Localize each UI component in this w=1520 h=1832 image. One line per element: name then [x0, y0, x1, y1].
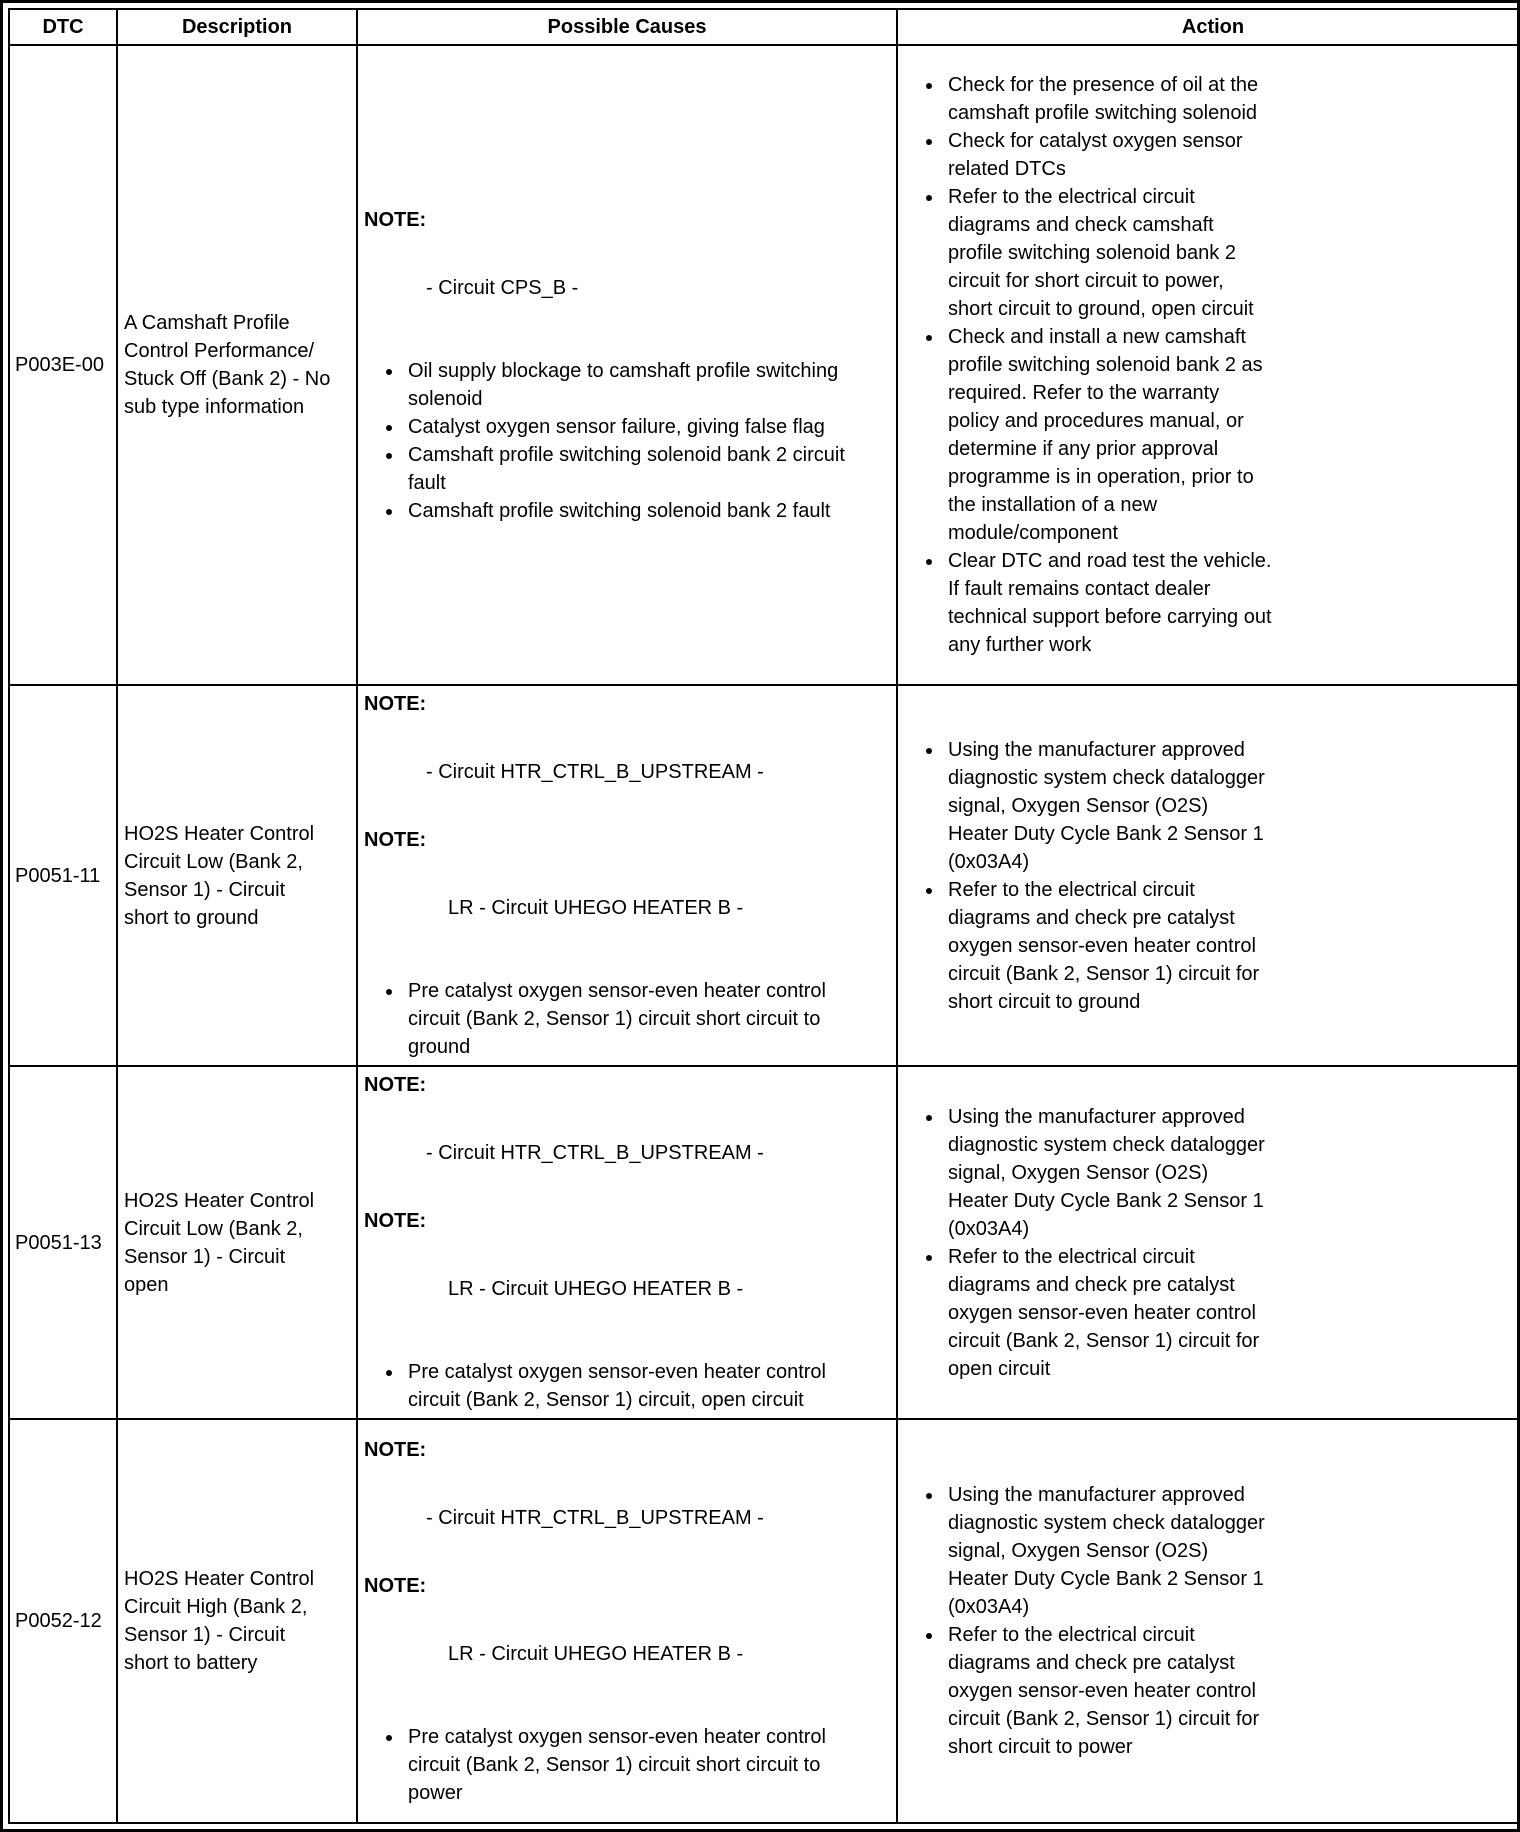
possible-causes-cell: [357, 1066, 897, 1419]
header-description: Description: [117, 9, 357, 45]
header-row: [9, 9, 1520, 45]
table-row-p003e-00: [9, 45, 1520, 685]
table-row-p0051-11: [9, 685, 1520, 1066]
action-cell: [897, 1419, 1520, 1823]
dtc-code: P003E-00: [9, 45, 117, 685]
note-circuit-detail: - Circuit HTR_CTRL_B_UPSTREAM -: [426, 1506, 764, 1529]
note-circuit-detail: LR - Circuit UHEGO HEATER B -: [448, 897, 744, 919]
causes-list: [364, 1358, 870, 1414]
table-row-p0052-12: [9, 1419, 1520, 1823]
action-list: [904, 736, 1273, 1016]
dtc-code: P0052-12: [9, 1419, 117, 1823]
note-label: NOTE:: [364, 829, 427, 851]
dtc-description: A Camshaft Profile Control Performance/ Stuck Off (Bank 2) - No sub type information: [117, 45, 357, 685]
possible-causes-cell: [357, 1419, 897, 1823]
cause-item: • Oil supply blockage to camshaft profile switching solenoid: [404, 357, 870, 413]
header-action: Action: [897, 9, 1520, 45]
note-circuit-detail: - Circuit HTR_CTRL_B_UPSTREAM -: [426, 1142, 764, 1164]
note-circuit-detail: - Circuit CPS_B -: [426, 276, 579, 299]
action-item: • Refer to the electrical circuit diagrams and check pre catalyst oxygen sensor-even heater control circuit (Bank 2, Sensor 1) circuit for open circuit: [944, 1243, 1273, 1383]
causes-list: [364, 977, 870, 1061]
action-cell: [897, 45, 1520, 685]
note-label: NOTE:: [364, 208, 427, 231]
dtc-description: HO2S Heater Control Circuit Low (Bank 2, Sensor 1) - Circuit open: [117, 1066, 357, 1419]
note-label: NOTE:: [364, 1438, 427, 1461]
action-item: • Refer to the electrical circuit diagrams and check pre catalyst oxygen sensor-even heater control circuit (Bank 2, Sensor 1) circuit for short circuit to ground: [944, 876, 1273, 1016]
cause-item: • Catalyst oxygen sensor failure, giving false flag: [404, 413, 870, 441]
cause-item: • Camshaft profile switching solenoid bank 2 circuit fault: [404, 441, 870, 497]
action-item: • Check for catalyst oxygen sensor related DTCs: [944, 127, 1273, 183]
action-item: • Using the manufacturer approved diagnostic system check datalogger signal, Oxygen Sensor (O2S) Heater Duty Cycle Bank 2 Sensor 1 (0x03A4): [944, 736, 1273, 876]
dtc-code: P0051-13: [9, 1066, 117, 1419]
note-circuit-detail: LR - Circuit UHEGO HEATER B -: [448, 1278, 744, 1300]
note-label: NOTE:: [364, 1074, 427, 1096]
dtc-code: P0051-11: [9, 685, 117, 1066]
dtc-table: [8, 8, 1520, 1824]
possible-causes-cell: [357, 45, 897, 685]
note-label: NOTE:: [364, 693, 427, 715]
cause-item: • Pre catalyst oxygen sensor-even heater control circuit (Bank 2, Sensor 1) circuit short circuit to power: [404, 1723, 870, 1807]
note-circuit-detail: - Circuit HTR_CTRL_B_UPSTREAM -: [426, 761, 764, 783]
note-label: NOTE:: [364, 1574, 427, 1597]
cause-item: • Pre catalyst oxygen sensor-even heater control circuit (Bank 2, Sensor 1) circuit short circuit to ground: [404, 977, 870, 1061]
action-item: • Refer to the electrical circuit diagrams and check camshaft profile switching solenoid bank 2 circuit for short circuit to power, short circuit to ground, open circuit: [944, 183, 1273, 323]
table-row-p0051-13: [9, 1066, 1520, 1419]
dtc-description: HO2S Heater Control Circuit Low (Bank 2, Sensor 1) - Circuit short to ground: [117, 685, 357, 1066]
header-possible-causes: Possible Causes: [357, 9, 897, 45]
action-item: • Clear DTC and road test the vehicle. If fault remains contact dealer technical support before carrying out any further work: [944, 547, 1273, 659]
action-item: • Refer to the electrical circuit diagrams and check pre catalyst oxygen sensor-even heater control circuit (Bank 2, Sensor 1) circuit for short circuit to power: [944, 1621, 1273, 1761]
possible-causes-cell: [357, 685, 897, 1066]
action-cell: [897, 685, 1520, 1066]
note-circuit-detail: LR - Circuit UHEGO HEATER B -: [448, 1642, 744, 1665]
action-item: • Check for the presence of oil at the camshaft profile switching solenoid: [944, 71, 1273, 127]
action-list: [904, 1103, 1273, 1383]
action-item: • Using the manufacturer approved diagnostic system check datalogger signal, Oxygen Sensor (O2S) Heater Duty Cycle Bank 2 Sensor 1 (0x03A4): [944, 1103, 1273, 1243]
action-item: • Using the manufacturer approved diagnostic system check datalogger signal, Oxygen Sensor (O2S) Heater Duty Cycle Bank 2 Sensor 1 (0x03A4): [944, 1481, 1273, 1621]
causes-list: [364, 357, 870, 525]
action-cell: [897, 1066, 1520, 1419]
cause-item: • Camshaft profile switching solenoid bank 2 fault: [404, 497, 870, 525]
causes-list: [364, 1723, 870, 1807]
cause-item: • Pre catalyst oxygen sensor-even heater control circuit (Bank 2, Sensor 1) circuit, open circuit: [404, 1358, 870, 1414]
note-label: NOTE:: [364, 1210, 427, 1232]
action-list: [904, 1481, 1273, 1761]
header-dtc: DTC: [9, 9, 117, 45]
action-list: [904, 71, 1273, 659]
action-item: • Check and install a new camshaft profile switching solenoid bank 2 as required. Refer to the warranty policy and procedures manual, or determine if any prior approval programme is in operation, prior to the installation of a new module/component: [944, 323, 1273, 547]
dtc-description: HO2S Heater Control Circuit High (Bank 2, Sensor 1) - Circuit short to battery: [117, 1419, 357, 1823]
